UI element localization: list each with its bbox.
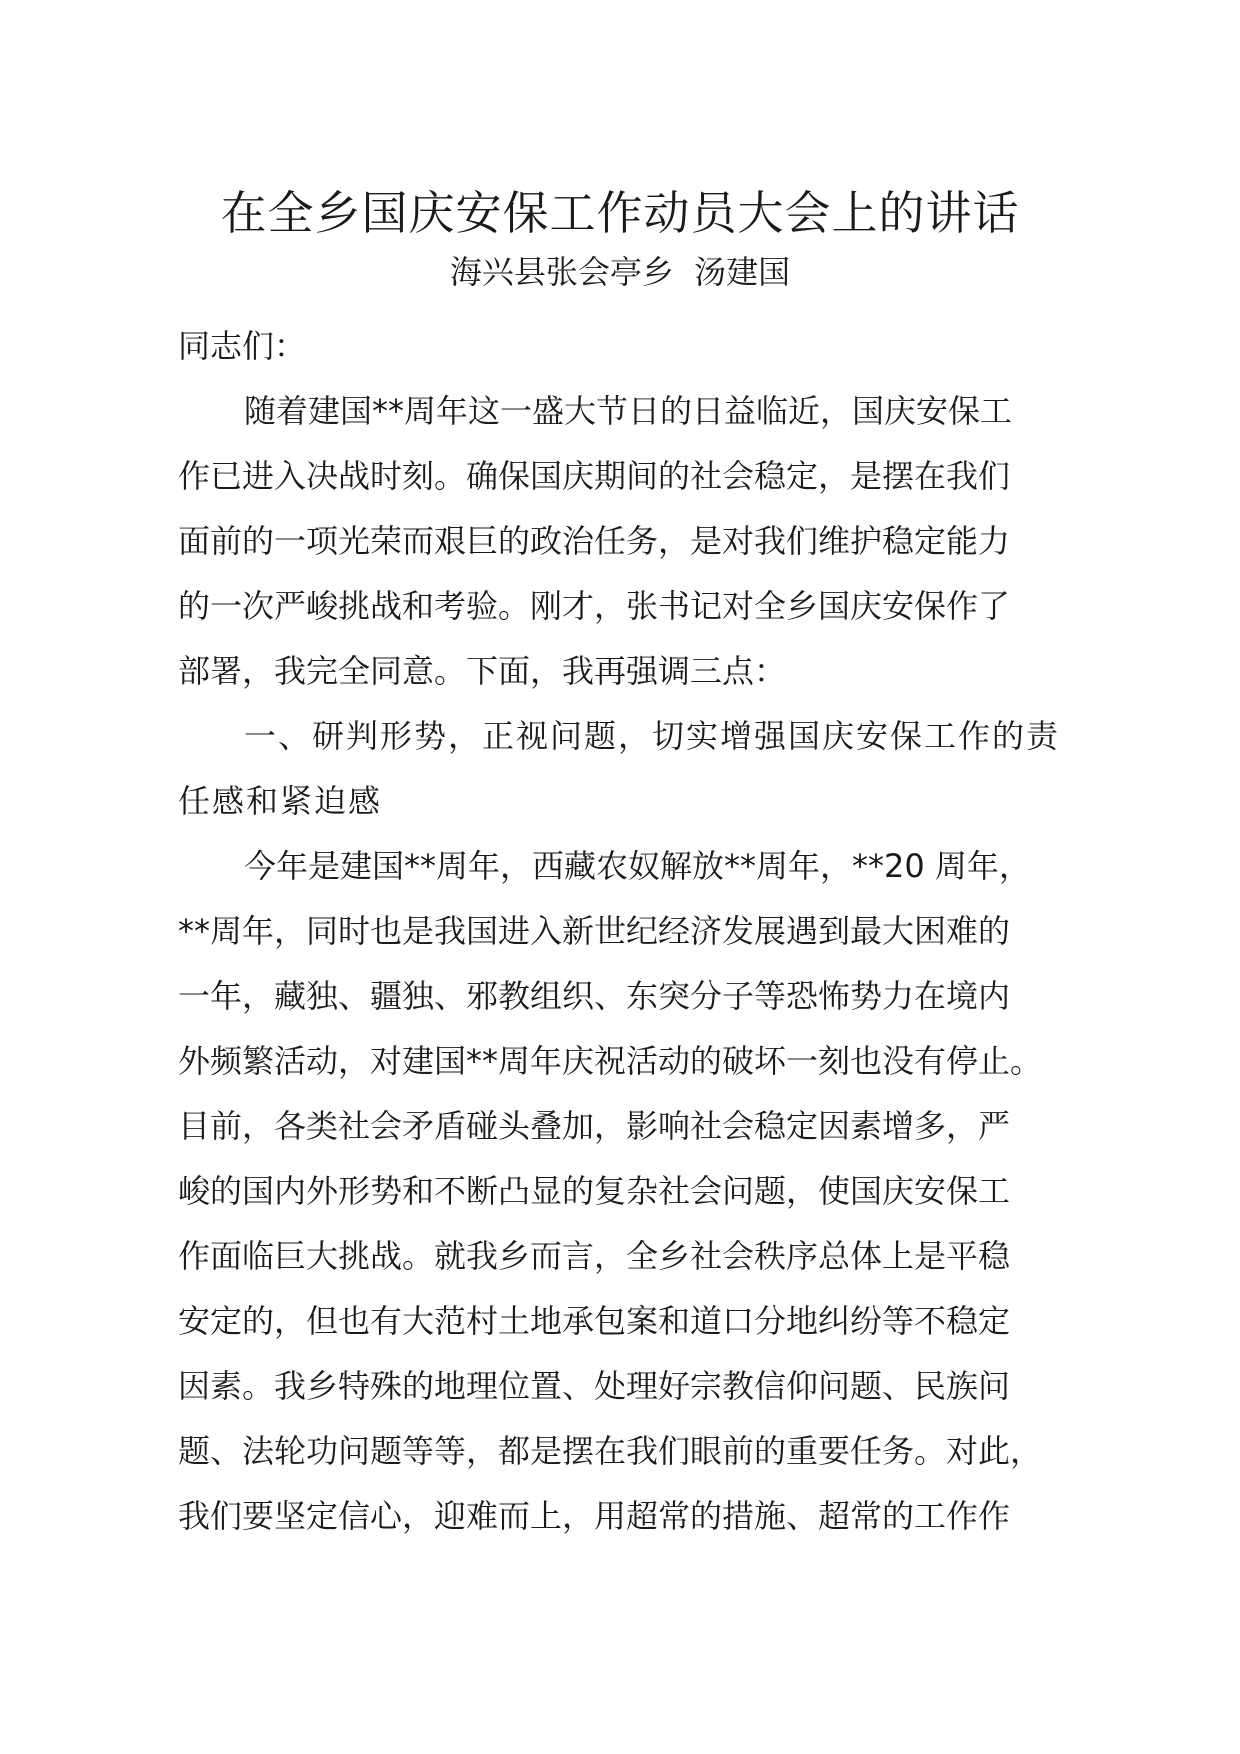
line-text: 外频繁活动，对建国**周年庆祝活动的破坏一刻也没有停止。 [178, 1042, 1043, 1080]
line-text: 目前，各类社会矛盾碰头叠加，影响社会稳定因素增多，严 [178, 1107, 1011, 1145]
document-byline: 海兴县张会亭乡 汤建国 [449, 253, 791, 291]
line-text: 作已进入决战时刻。确保国庆期间的社会稳定，是摆在我们 [178, 457, 1011, 495]
paragraph-line [178, 1484, 1068, 1549]
paragraph-line [178, 314, 1068, 379]
line-text: 作面临巨大挑战。就我乡而言，全乡社会秩序总体上是平稳 [178, 1237, 1011, 1275]
paragraph-line [178, 899, 1068, 964]
paragraph-line [178, 1029, 1068, 1094]
line-text: 一年，藏独、疆独、邪教组织、东突分子等恐怖势力在境内 [178, 977, 1011, 1015]
paragraph-line [178, 509, 1068, 574]
line-text: 我们要坚定信心，迎难而上，用超常的措施、超常的工作作 [178, 1497, 1011, 1535]
line-text: 安定的，但也有大范村土地承包案和道口分地纠纷等不稳定 [178, 1302, 1011, 1340]
document-title: 在全乡国庆安保工作动员大会上的讲话 [220, 186, 1020, 240]
paragraph-line [178, 964, 1068, 1029]
paragraph-line [178, 379, 1068, 444]
paragraph-line [178, 1094, 1068, 1159]
line-text: 题、法轮功问题等等，都是摆在我们眼前的重要任务。对此， [178, 1432, 1043, 1470]
paragraph-line [178, 1159, 1068, 1224]
line-text: 面前的一项光荣而艰巨的政治任务，是对我们维护稳定能力 [178, 522, 1011, 560]
document-body [178, 314, 1068, 1549]
line-text: **周年，同时也是我国进入新世纪经济发展遇到最大困难的 [178, 912, 1011, 950]
line-text: 随着建国**周年这一盛大节日的日益临近，国庆安保工 [244, 392, 1013, 430]
paragraph-line [178, 444, 1068, 509]
paragraph-line [178, 1224, 1068, 1289]
line-text: 今年是建国**周年，西藏农奴解放**周年，**20 周年， [244, 847, 1031, 885]
line-text: 因素。我乡特殊的地理位置、处理好宗教信仰问题、民族问 [178, 1367, 1011, 1405]
line-text: 的一次严峻挑战和考验。刚才，张书记对全乡国庆安保作了 [178, 587, 1011, 625]
line-text: 部署，我完全同意。下面，我再强调三点： [178, 652, 787, 690]
line-text: 同志们： [178, 327, 307, 365]
section-heading-line [178, 769, 1068, 834]
paragraph-line [178, 1354, 1068, 1419]
paragraph-line [178, 1419, 1068, 1484]
line-text: 任感和紧迫感 [178, 782, 383, 820]
paragraph-line [178, 639, 1068, 704]
line-text: 峻的国内外形势和不断凸显的复杂社会问题，使国庆安保工 [178, 1172, 1011, 1210]
paragraph-line [178, 1289, 1068, 1354]
line-text: 一、研判形势，正视问题，切实增强国庆安保工作的责 [244, 717, 1061, 755]
paragraph-line [178, 574, 1068, 639]
paragraph-line [178, 834, 1068, 899]
section-heading-line [178, 704, 1068, 769]
